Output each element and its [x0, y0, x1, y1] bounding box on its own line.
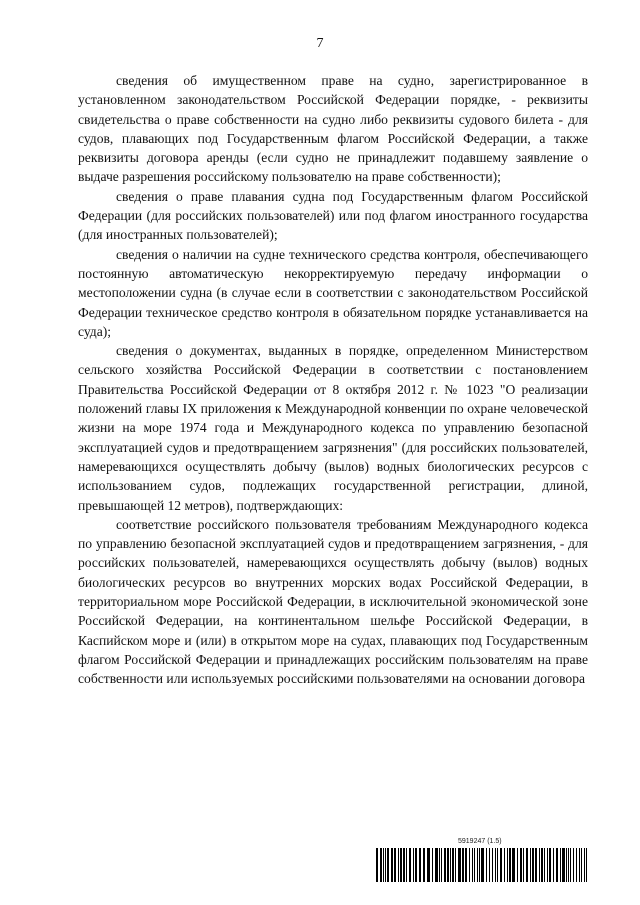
barcode-bar [535, 848, 537, 882]
barcode-bar [427, 848, 430, 882]
barcode-bar [500, 848, 502, 882]
barcode-bar [520, 848, 522, 882]
barcode-graphic [376, 848, 590, 882]
barcode-bar [541, 848, 543, 882]
barcode-bar [383, 848, 384, 882]
barcode-bar [406, 848, 407, 882]
barcode [376, 838, 590, 884]
barcode-bar [549, 848, 551, 882]
barcode-label: 5919247 (1.5) [458, 838, 502, 845]
barcode-bar [492, 848, 493, 882]
barcode-bar [568, 848, 569, 882]
barcode-bar [439, 848, 440, 882]
barcode-bar [586, 848, 587, 882]
barcode-bar [432, 848, 433, 882]
barcode-bar [486, 848, 487, 882]
paragraph-property-rights: сведения об имущественном праве на судно, зарегистрированное в установленном законодательством Российской Федерации порядке, - реквизиты свидетельства о праве собственности на судно либо реквизиты судового билета - для судов, плавающих под Государственным флагом Российской Федерации, а также реквизиты договора аренды (если судно не принадлежит подавшему заявление о выдаче разрешения российскому пользователю на праве собственности); [78, 73, 588, 185]
barcode-bar [400, 848, 402, 882]
barcode-bar [409, 848, 411, 882]
barcode-bar [497, 848, 498, 882]
barcode-bar [553, 848, 554, 882]
paragraph-flag-rights: сведения о праве плавания судна под Государственным флагом Российской Федерации (для российских пользователей) или под флагом иностранного государства (для иностранных пользователей); [78, 188, 588, 243]
barcode-bar [455, 848, 456, 882]
barcode-bar [526, 848, 528, 882]
barcode-bar [584, 848, 585, 882]
barcode-bar [398, 848, 399, 882]
paragraph-documents: сведения о документах, выданных в порядке, определенном Министерством сельского хозяйства Российской Федерации в соответствии с постановлением Правительства Российской Федерации от 8 октября 2012 г. № 1023 "О реализации положений главы IX приложения к Международной конвенции по охране человеческой жизни на море 1974 года и Международного кодекса по управлению безопасной эксплуатацией судов и предотвращением загрязнения" (для российских пользователей, намеревающихся осуществлять добычу (вылов) водных биологических ресурсов с использованием судов, подлежащих государственной регистрации, длиной, превышающей 12 метров), подтверждающих: [78, 343, 588, 513]
barcode-bar [391, 848, 393, 882]
barcode-bar [523, 848, 524, 882]
barcode-bar [444, 848, 446, 882]
barcode-bar [539, 848, 540, 882]
barcode-bar [556, 848, 558, 882]
barcode-bar [573, 848, 574, 882]
barcode-bar [509, 848, 511, 882]
barcode-bar [435, 848, 438, 882]
barcode-bar [517, 848, 518, 882]
barcode-bar [504, 848, 505, 882]
barcode-bar [570, 848, 571, 882]
barcode-bar [479, 848, 480, 882]
paragraph-compliance: соответствие российского пользователя требованиям Международного кодекса по управлению безопасной эксплуатацией судов и предотвращением загрязнения, - для российских пользователей, намеревающихся осуществлять добычу (вылов) водных биологических ресурсов во внутренних морских водах Российской Федерации, в территориальном море Российской Федерации, в исключительной экономической зоне Российской Федерации, на континентальном шельфе Российской Федерации, в Каспийском море и (или) в открытом море на судах, плавающих под Государственным флагом Российской Федерации и принадлежащих российским пользователям на праве собственности или используемых российскими пользователями на основании договора [78, 516, 588, 687]
barcode-bar [489, 848, 490, 882]
barcode-bar [512, 848, 515, 882]
barcode-bar [530, 848, 531, 882]
barcode-bar [474, 848, 475, 882]
barcode-bar [465, 848, 467, 882]
document-body [78, 71, 588, 689]
barcode-bar [385, 848, 386, 882]
barcode-bar [477, 848, 478, 882]
barcode-bar [419, 848, 421, 882]
barcode-bar [507, 848, 508, 882]
barcode-bar [560, 848, 561, 882]
paragraph-control-device: сведения о наличии на судне технического средства контроля, обеспечивающего постоянную автоматическую некорректируемую передачу информации о местоположении судна (в случае если в соответствии с законодательством Российской Федерации техническое средство контроля в обязательном порядке устанавливается на суда); [78, 246, 588, 339]
barcode-bar [547, 848, 548, 882]
page-number: 7 [316, 36, 324, 51]
barcode-bar [472, 848, 473, 882]
barcode-bar [576, 848, 577, 882]
barcode-bar [579, 848, 580, 882]
barcode-bar [462, 848, 464, 882]
barcode-bar [452, 848, 454, 882]
barcode-bar [581, 848, 582, 882]
barcode-bar [394, 848, 396, 882]
barcode-bar [458, 848, 461, 882]
barcode-bar [450, 848, 451, 882]
barcode-bar [481, 848, 484, 882]
barcode-bar [495, 848, 496, 882]
barcode-bar [423, 848, 425, 882]
barcode-bar [532, 848, 534, 882]
barcode-bar [447, 848, 449, 882]
barcode-bar [415, 848, 417, 882]
barcode-bar [469, 848, 470, 882]
barcode-bar [376, 848, 378, 882]
barcode-bar [441, 848, 442, 882]
barcode-bar [413, 848, 414, 882]
barcode-bar [562, 848, 565, 882]
barcode-bar [380, 848, 382, 882]
barcode-bar [566, 848, 567, 882]
barcode-bar [544, 848, 545, 882]
barcode-bar [387, 848, 389, 882]
barcode-bar [403, 848, 405, 882]
